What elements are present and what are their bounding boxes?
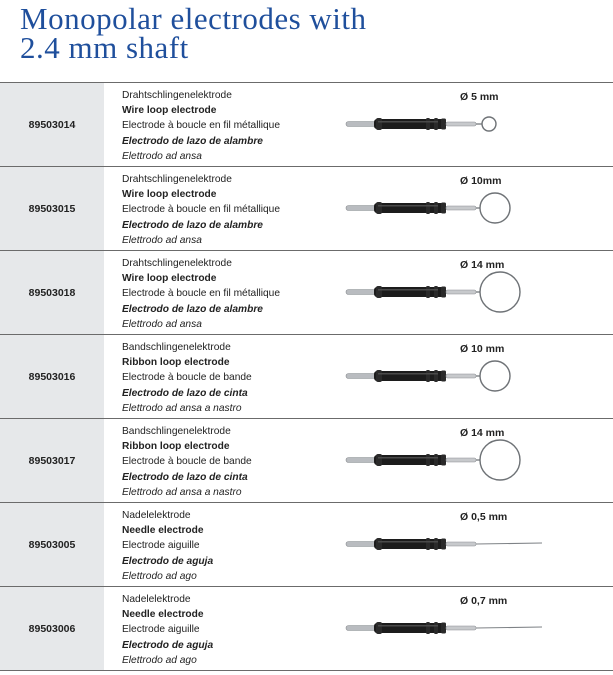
table-row: [0, 419, 613, 503]
needle-tip: [476, 543, 542, 544]
name-english: Wire loop electrode: [122, 273, 217, 285]
diameter-label: Ø 0,7 mm: [460, 595, 508, 607]
electrode-pin: [346, 206, 376, 211]
diameter-label: Ø 14 mm: [460, 259, 505, 271]
name-french: Electrode à boucle de bande: [122, 372, 252, 384]
name-english: Ribbon loop electrode: [122, 357, 230, 369]
name-spanish: Electrodo de lazo de alambre: [122, 303, 263, 315]
name-english: Ribbon loop electrode: [122, 441, 230, 453]
name-spanish: Electrodo de aguja: [122, 555, 214, 567]
article-number: 89503005: [28, 538, 76, 551]
article-number: 89503018: [28, 286, 76, 299]
name-german: Drahtschlingenelektrode: [122, 174, 232, 185]
electrode-illustration: [330, 351, 570, 411]
diameter-label: Ø 14 mm: [460, 427, 505, 439]
name-italian: Elettrodo ad ago: [122, 570, 197, 582]
name-spanish: Electrodo de lazo de alambre: [122, 135, 263, 147]
wire-loop-tip: [480, 272, 520, 312]
name-french: Electrode à boucle en fil métallique: [122, 288, 281, 300]
name-german: Bandschlingenelektrode: [122, 426, 231, 437]
name-spanish: Electrodo de aguja: [122, 639, 214, 651]
article-number: 89503017: [28, 454, 76, 467]
name-italian: Elettrodo ad ansa: [122, 150, 202, 162]
article-number-cell: [0, 335, 104, 418]
electrode-illustration: [330, 99, 570, 159]
diameter-label: Ø 0,5 mm: [460, 511, 508, 523]
electrode-handle: [374, 538, 446, 550]
page-title: [20, 1, 367, 65]
product-description: [122, 424, 252, 500]
electrode-shaft: [446, 458, 476, 462]
diameter-label: Ø 5 mm: [460, 91, 499, 103]
name-italian: Elettrodo ad ansa: [122, 234, 202, 246]
electrode-handle: [374, 118, 446, 130]
wire-loop-tip: [480, 440, 520, 480]
electrode-shaft: [446, 206, 476, 210]
name-french: Electrode aiguille: [122, 624, 200, 636]
table-row: [0, 587, 613, 671]
electrode-shaft: [446, 122, 476, 126]
article-number-cell: [0, 503, 104, 586]
needle-tip: [476, 627, 542, 628]
title-line-1: Monopolar electrodes with: [20, 1, 367, 36]
name-italian: Elettrodo ad ansa: [122, 318, 202, 330]
article-number: 89503015: [28, 202, 76, 215]
electrode-pin: [346, 458, 376, 463]
product-description: [122, 88, 280, 164]
product-description: [122, 508, 213, 584]
table-row: [0, 503, 613, 587]
product-description: [122, 172, 280, 248]
name-french: Electrode à boucle en fil métallique: [122, 120, 281, 132]
electrode-shaft: [446, 290, 476, 294]
electrode-shaft: [446, 542, 476, 546]
electrode-handle: [374, 202, 446, 214]
table-row: [0, 167, 613, 251]
article-number: 89503016: [28, 370, 76, 383]
electrode-pin: [346, 542, 376, 547]
name-italian: Elettrodo ad ansa a nastro: [122, 486, 242, 498]
name-german: Drahtschlingenelektrode: [122, 90, 232, 101]
electrode-shaft: [446, 626, 476, 630]
name-spanish: Electrodo de lazo de cinta: [122, 471, 248, 483]
electrode-illustration: [330, 603, 570, 663]
article-number: 89503014: [28, 118, 76, 131]
wire-loop-tip: [480, 193, 510, 223]
table-row: [0, 251, 613, 335]
name-french: Electrode aiguille: [122, 540, 200, 552]
electrode-handle: [374, 454, 446, 466]
electrode-illustration: [330, 183, 570, 243]
electrode-illustration: [330, 519, 570, 579]
name-spanish: Electrodo de lazo de alambre: [122, 219, 263, 231]
name-french: Electrode à boucle en fil métallique: [122, 204, 281, 216]
article-number-cell: [0, 251, 104, 334]
name-italian: Elettrodo ad ansa a nastro: [122, 402, 242, 414]
electrode-shaft: [446, 374, 476, 378]
electrode-illustration: [330, 435, 570, 495]
product-description: [122, 256, 280, 332]
name-french: Electrode à boucle de bande: [122, 456, 252, 468]
name-german: Nadelelektrode: [122, 510, 191, 521]
name-english: Needle electrode: [122, 609, 204, 621]
electrode-illustration: [330, 267, 570, 327]
article-number-cell: [0, 419, 104, 502]
name-english: Needle electrode: [122, 525, 204, 537]
wire-loop-tip: [480, 361, 510, 391]
name-german: Bandschlingenelektrode: [122, 342, 231, 353]
electrode-pin: [346, 626, 376, 631]
product-description: [122, 340, 252, 416]
article-number-cell: [0, 167, 104, 250]
name-italian: Elettrodo ad ago: [122, 654, 197, 666]
name-german: Nadelelektrode: [122, 594, 191, 605]
article-number-cell: [0, 587, 104, 670]
name-german: Drahtschlingenelektrode: [122, 258, 232, 269]
title-line-2: 2.4 mm shaft: [20, 30, 189, 65]
table-row: [0, 335, 613, 419]
electrode-pin: [346, 290, 376, 295]
product-table: [0, 82, 613, 671]
name-spanish: Electrodo de lazo de cinta: [122, 387, 248, 399]
article-number: 89503006: [28, 622, 76, 635]
diameter-label: Ø 10mm: [460, 175, 502, 187]
table-row: [0, 83, 613, 167]
electrode-handle: [374, 286, 446, 298]
article-number-cell: [0, 83, 104, 166]
electrode-pin: [346, 122, 376, 127]
name-english: Wire loop electrode: [122, 105, 217, 117]
wire-loop-tip: [482, 117, 496, 131]
electrode-handle: [374, 370, 446, 382]
product-description: [122, 592, 213, 668]
electrode-handle: [374, 622, 446, 634]
name-english: Wire loop electrode: [122, 189, 217, 201]
electrode-pin: [346, 374, 376, 379]
diameter-label: Ø 10 mm: [460, 343, 505, 355]
